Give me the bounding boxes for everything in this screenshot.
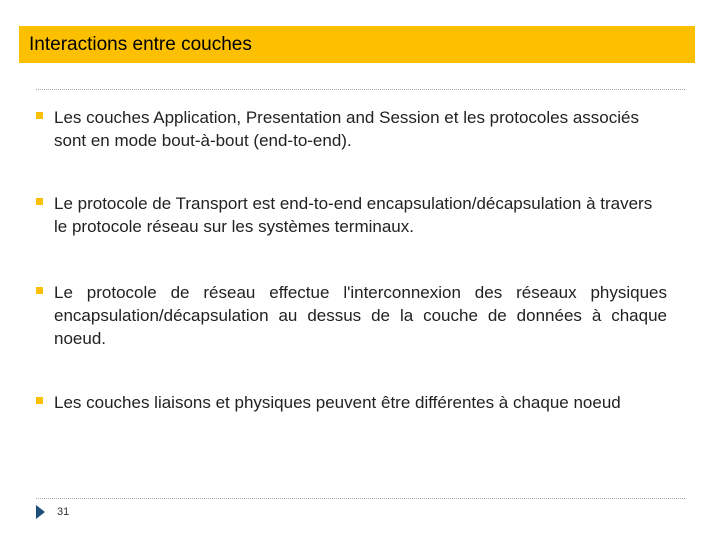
triangle-marker-icon [36, 505, 45, 519]
page-number: 31 [57, 506, 70, 518]
bullet-item [36, 192, 667, 238]
bullet-text: Le protocole de Transport est end-to-end encapsulation/décapsulation à travers le protocole réseau sur les systèmes terminaux. [54, 194, 653, 236]
square-bullet-icon [36, 397, 43, 404]
bullet-text: Les couches Application, Presentation and Session et les protocoles associés sont en mode bout-à-bout (end-to-end). [54, 108, 639, 150]
square-bullet-icon [36, 198, 43, 205]
bottom-divider [36, 498, 685, 499]
bullet-text: Le protocole de réseau effectue l'interconnexion des réseaux physiques encapsulation/décapsulation au dessus de la couche de données à chaque noeud. [54, 283, 667, 348]
bullet-item [36, 106, 667, 152]
bullet-item [36, 281, 667, 350]
bullet-text: Les couches liaisons et physiques peuvent être différentes à chaque noeud [54, 393, 621, 412]
square-bullet-icon [36, 287, 43, 294]
square-bullet-icon [36, 112, 43, 119]
slide-title: Interactions entre couches [29, 34, 252, 55]
bullet-item [36, 391, 667, 414]
